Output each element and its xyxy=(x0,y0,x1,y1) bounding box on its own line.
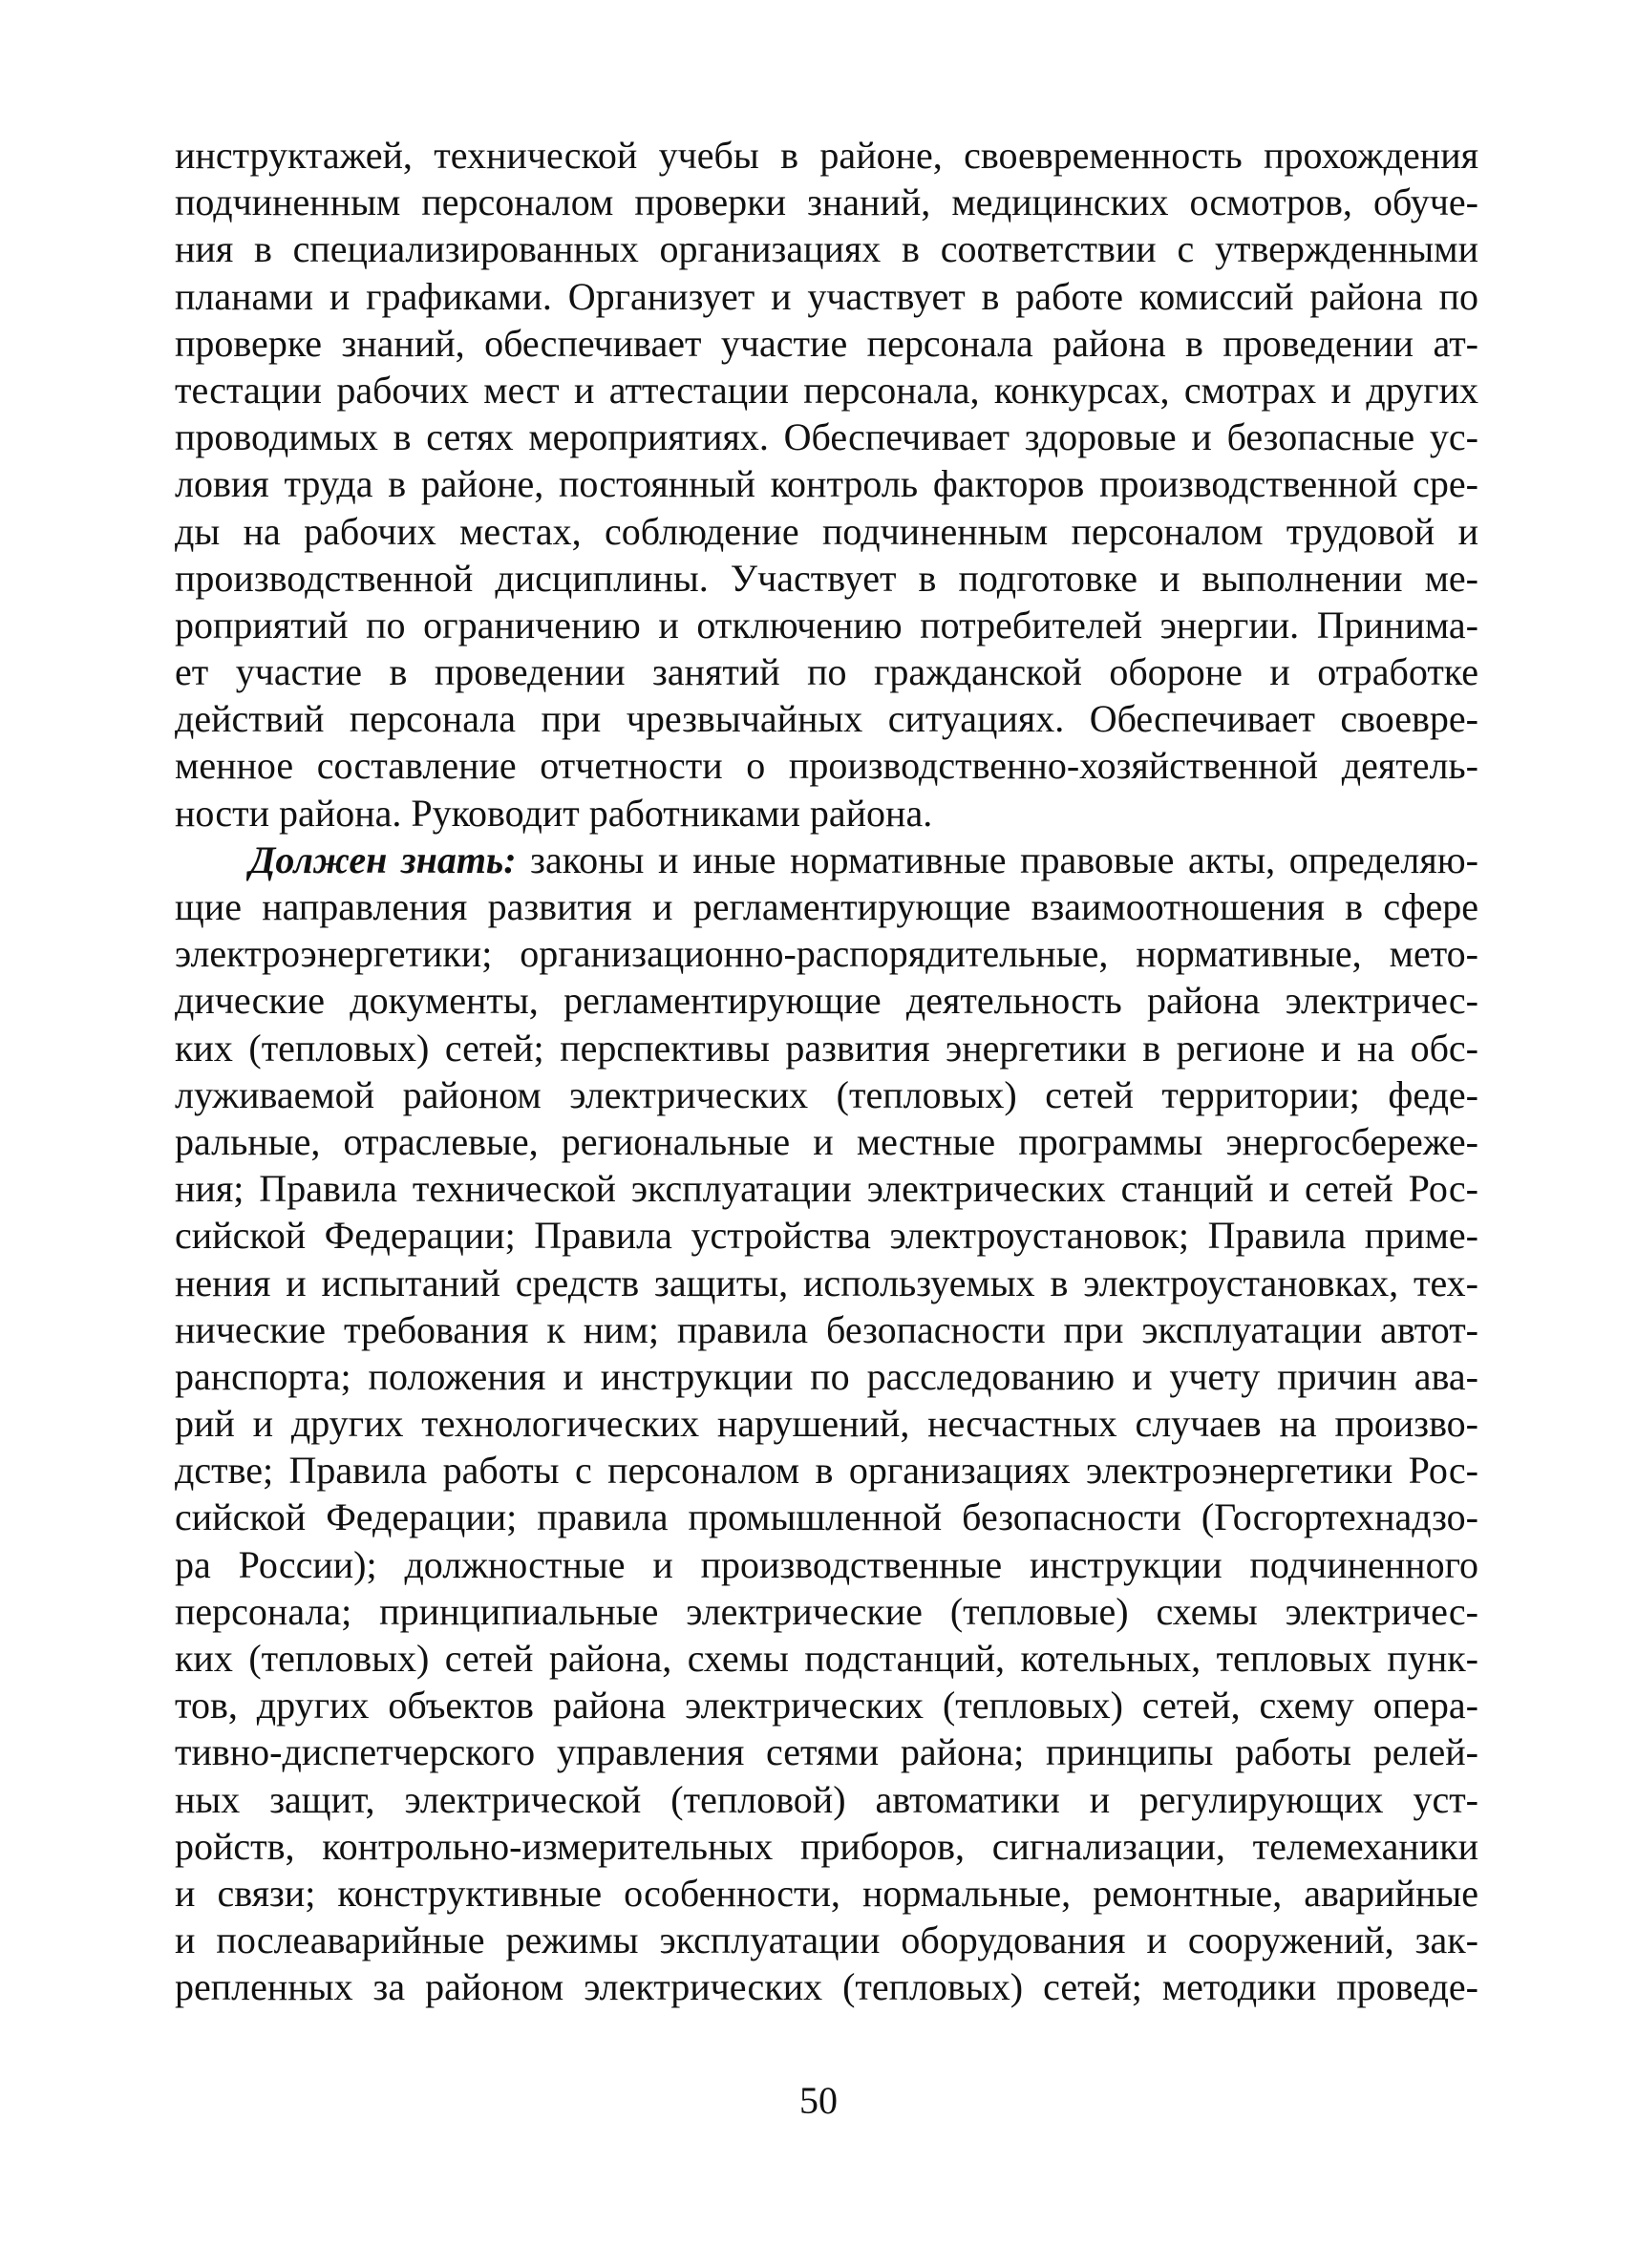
text-line: тов, других объектов района электрических (тепловых) сетей, схему опера- xyxy=(175,1684,1478,1727)
text-line: ра России); должностные и производственные инструкции подчиненного xyxy=(175,1542,1478,1586)
text-line: электроэнергетики; организационно-распорядительные, нормативные, мето- xyxy=(175,932,1478,976)
text-line: рий и других технологических нарушений, несчастных случаев на произво- xyxy=(175,1402,1478,1446)
text-line: ловия труда в районе, постоянный контроль факторов производственной сре- xyxy=(175,462,1478,506)
text-line: ройств, контрольно-измерительных приборов, сигнализации, телемеханики xyxy=(175,1824,1478,1868)
text-line: ных защит, электрической (тепловой) автоматики и регулирующих уст- xyxy=(175,1777,1478,1821)
text-line: ды на рабочих местах, соблюдение подчиненным персоналом трудовой и xyxy=(175,509,1478,553)
text-line: луживаемой районом электрических (тепловых) сетей территории; феде- xyxy=(175,1072,1478,1116)
text-line: тивно-диспетчерского управления сетями района; принципы работы релей- xyxy=(175,1730,1478,1774)
text-line: нения и испытаний средств защиты, используемых в электроустановках, тех- xyxy=(175,1261,1478,1304)
body-text xyxy=(175,132,1478,2011)
text-line-first xyxy=(175,837,1478,883)
text-line: ет участие в проведении занятий по гражданской обороне и отработке xyxy=(175,650,1478,694)
paragraph-must-know xyxy=(175,837,1478,2011)
text-line: действий персонала при чрезвычайных ситуациях. Обеспечивает своевре- xyxy=(175,697,1478,741)
text-line: инструктажей, технической учебы в районе, своевременность прохождения xyxy=(175,134,1478,177)
text-line: ких (тепловых) сетей; перспективы развития энергетики в регионе и на обс- xyxy=(175,1026,1478,1070)
text-line: ральные, отраслевые, региональные и местные программы энергосбереже- xyxy=(175,1119,1478,1163)
text-line: дстве; Правила работы с персоналом в организациях электроэнергетики Рос- xyxy=(175,1449,1478,1493)
text-line: менное составление отчетности о производственно-хозяйственной деятель- xyxy=(175,744,1478,788)
text-line: роприятий по ограничению и отключению потребителей энергии. Принима- xyxy=(175,603,1478,646)
paragraph-duties xyxy=(175,132,1478,837)
text-line: проводимых в сетях мероприятиях. Обеспечивает здоровые и безопасные ус- xyxy=(175,415,1478,459)
text-line: и связи; конструктивные особенности, нормальные, ремонтные, аварийные xyxy=(175,1871,1478,1915)
text-line: и послеаварийные режимы эксплуатации оборудования и сооружений, зак- xyxy=(175,1918,1478,1962)
text-line: сийской Федерации; Правила устройства электроустановок; Правила приме- xyxy=(175,1214,1478,1258)
must-know-text: законы и иные нормативные правовые акты, определяю- xyxy=(516,837,1478,881)
text-line: планами и графиками. Организует и участвует в работе комиссий района по xyxy=(175,274,1478,318)
text-line: дические документы, регламентирующие деятельность района электричес- xyxy=(175,979,1478,1023)
text-line: подчиненным персоналом проверки знаний, медицинских осмотров, обуче- xyxy=(175,180,1478,224)
text-line: щие направления развития и регламентирующие взаимоотношения в сфере xyxy=(175,885,1478,928)
text-line: ранспорта; положения и инструкции по расследованию и учету причин ава- xyxy=(175,1354,1478,1398)
text-line: ности района. Руководит работниками района. xyxy=(175,791,933,835)
text-line: проверке знаний, обеспечивает участие персонала района в проведении ат- xyxy=(175,321,1478,365)
text-line: ния; Правила технической эксплуатации электрических станций и сетей Рос- xyxy=(175,1167,1478,1211)
page-number: 50 xyxy=(799,2079,838,2122)
text-line: ния в специализированных организациях в соответствии с утвержденными xyxy=(175,227,1478,271)
text-line: нические требования к ним; правила безопасности при эксплуатации автот- xyxy=(175,1307,1478,1351)
text-line: сийской Федерации; правила промышленной безопасности (Госгортехнадзо- xyxy=(175,1495,1478,1539)
text-line: тестации рабочих мест и аттестации персонала, конкурсах, смотрах и других xyxy=(175,368,1478,412)
must-know-heading: Должен знать: xyxy=(249,837,517,881)
text-line: репленных за районом электрических (тепловых) сетей; методики проведе- xyxy=(175,1965,1478,2009)
text-line: персонала; принципиальные электрические (тепловые) схемы электричес- xyxy=(175,1589,1478,1633)
text-line: производственной дисциплины. Участвует в подготовке и выполнении ме- xyxy=(175,556,1478,600)
text-line: ких (тепловых) сетей района, схемы подстанций, котельных, тепловых пунк- xyxy=(175,1637,1478,1680)
